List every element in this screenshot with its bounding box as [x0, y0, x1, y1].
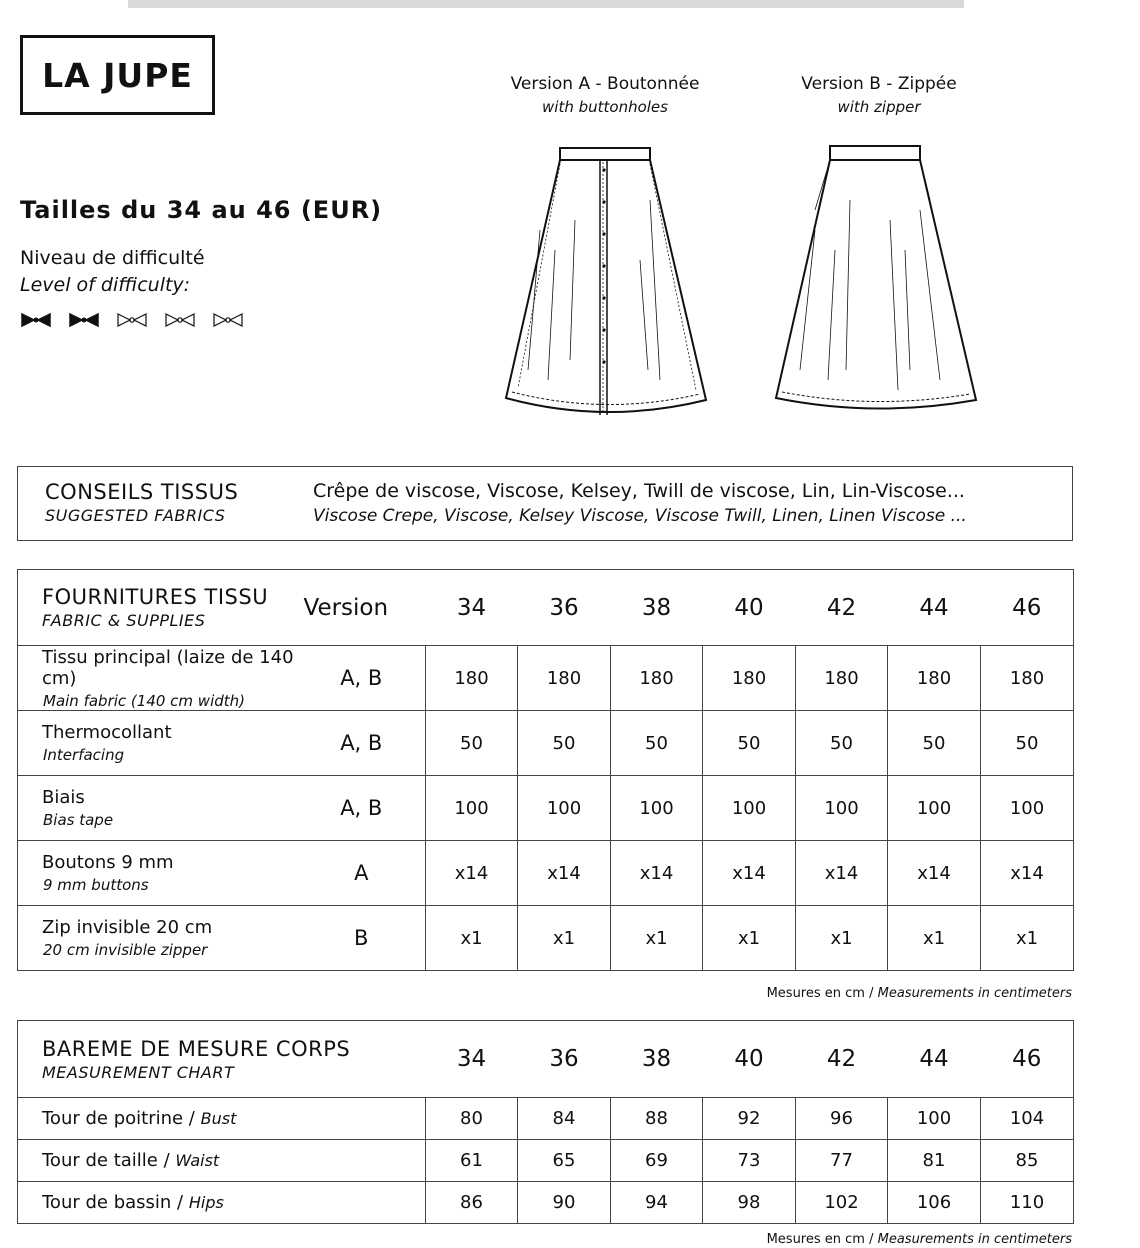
table-cell: 98 — [703, 1182, 796, 1224]
table-cell: 110 — [981, 1182, 1074, 1224]
fabrics-heading-en: SUGGESTED FABRICS — [45, 506, 226, 525]
measurement-units-note — [600, 1232, 1072, 1247]
table-cell: x14 — [518, 841, 611, 906]
row-label-fr: Boutons 9 mm — [42, 852, 174, 873]
table-cell: x1 — [518, 906, 611, 971]
table-cell: 100 — [611, 776, 703, 841]
measurement-heading-fr: BAREME DE MESURE CORPS — [42, 1036, 351, 1061]
units-note-fr: Mesures en cm / — [766, 986, 874, 1001]
row-label-en: Main fabric (140 cm width) — [43, 691, 245, 710]
row-label-fr: Thermocollant — [42, 722, 172, 743]
fabrics-heading — [45, 480, 238, 525]
table-cell: 80 — [426, 1098, 518, 1140]
size-header: 44 — [919, 1046, 949, 1072]
row-label-en: Bias tape — [43, 811, 114, 829]
table-cell: 77 — [796, 1140, 888, 1182]
supplies-units-note — [600, 986, 1072, 1001]
version-b-caption — [749, 74, 1009, 116]
row-label-fr: Tour de bassin / — [42, 1192, 184, 1213]
row-label — [18, 776, 298, 841]
table-cell: 100 — [888, 1098, 981, 1140]
table-cell: 61 — [426, 1140, 518, 1182]
table-cell: 50 — [611, 711, 703, 776]
table-cell: 104 — [981, 1098, 1074, 1140]
version-b-label: Version B - Zippée — [801, 74, 957, 94]
row-label-fr: Biais — [42, 787, 85, 808]
table-cell: x14 — [888, 841, 981, 906]
row-label-en: 9 mm buttons — [43, 876, 149, 894]
table-row — [18, 906, 1074, 971]
table-cell: 100 — [981, 776, 1074, 841]
fabrics-heading-fr: CONSEILS TISSUS — [45, 480, 239, 504]
row-label — [18, 1140, 426, 1182]
row-version: A, B — [298, 646, 426, 711]
table-cell: x1 — [981, 906, 1074, 971]
table-cell: 100 — [796, 776, 888, 841]
row-label-en: Interfacing — [43, 746, 125, 764]
table-cell: x14 — [611, 841, 703, 906]
table-row — [18, 776, 1074, 841]
row-version: A, B — [298, 711, 426, 776]
version-a-sublabel: with buttonholes — [542, 98, 668, 116]
skirt-version-a-illustration — [500, 140, 715, 425]
difficulty-label-fr: Niveau de difficulté — [20, 247, 205, 269]
row-label-fr: Tour de taille / — [42, 1150, 170, 1171]
bow-icon-outline — [164, 311, 196, 329]
fabrics-list — [313, 480, 967, 526]
table-row — [18, 711, 1074, 776]
table-cell: 100 — [703, 776, 796, 841]
row-label-en: Hips — [188, 1193, 224, 1212]
units-note-en: Measurements in centimeters — [877, 1232, 1072, 1247]
table-cell: 65 — [518, 1140, 611, 1182]
bow-icon-outline — [212, 311, 244, 329]
size-header: 40 — [734, 594, 764, 621]
table-cell: x14 — [981, 841, 1074, 906]
difficulty-label-en: Level of difficulty: — [20, 274, 191, 296]
fabrics-list-en: Viscose Crepe, Viscose, Kelsey Viscose, Viscose Twill, Linen, Linen Viscose ... — [313, 506, 967, 526]
table-row — [18, 1182, 1074, 1224]
top-photo-strip — [128, 0, 964, 8]
size-header: 42 — [826, 594, 857, 621]
row-label-fr: Tour de poitrine / — [42, 1108, 195, 1129]
table-row — [18, 1098, 1074, 1140]
bow-icon-filled — [68, 311, 100, 329]
table-cell: 180 — [611, 646, 703, 711]
table-cell: 50 — [981, 711, 1074, 776]
supplies-header-row — [18, 570, 1074, 646]
row-version: B — [298, 906, 426, 971]
table-cell: 100 — [426, 776, 518, 841]
size-header: 44 — [919, 594, 949, 621]
units-note-fr: Mesures en cm / — [766, 1232, 874, 1247]
row-label-fr: Zip invisible 20 cm — [42, 917, 213, 938]
row-label-en: Bust — [200, 1109, 237, 1128]
row-label-en: Waist — [175, 1151, 220, 1170]
size-header: 42 — [826, 1046, 857, 1072]
table-cell: 85 — [981, 1140, 1074, 1182]
measurement-table — [17, 1020, 1074, 1224]
table-cell: 180 — [426, 646, 518, 711]
table-cell: x1 — [703, 906, 796, 971]
table-cell: 102 — [796, 1182, 888, 1224]
table-cell: 180 — [888, 646, 981, 711]
table-cell: 81 — [888, 1140, 981, 1182]
table-row — [18, 841, 1074, 906]
row-label — [18, 646, 298, 711]
table-cell: 96 — [796, 1098, 888, 1140]
measurement-heading-cell — [18, 1021, 426, 1098]
fabrics-list-fr: Crêpe de viscose, Viscose, Kelsey, Twill de viscose, Lin, Lin-Viscose... — [313, 480, 965, 502]
size-header: 46 — [1012, 594, 1042, 621]
table-cell: 106 — [888, 1182, 981, 1224]
supplies-heading-cell — [18, 570, 298, 646]
size-header: 36 — [549, 1046, 579, 1072]
table-cell: x1 — [426, 906, 518, 971]
table-cell: 100 — [518, 776, 611, 841]
table-cell: 50 — [888, 711, 981, 776]
version-b-sublabel: with zipper — [837, 98, 921, 116]
table-cell: 90 — [518, 1182, 611, 1224]
table-cell: x1 — [796, 906, 888, 971]
table-cell: x1 — [888, 906, 981, 971]
row-label — [18, 906, 298, 971]
table-cell: 50 — [703, 711, 796, 776]
measurement-heading-en: MEASUREMENT CHART — [42, 1062, 235, 1082]
table-cell: 88 — [611, 1098, 703, 1140]
table-row — [18, 1140, 1074, 1182]
table-cell: 180 — [981, 646, 1074, 711]
row-label — [18, 1182, 426, 1224]
bow-icon-filled — [20, 311, 52, 329]
table-cell: 69 — [611, 1140, 703, 1182]
supplies-heading-fr: FOURNITURES TISSU — [42, 585, 269, 609]
table-cell: x14 — [703, 841, 796, 906]
table-cell: x1 — [611, 906, 703, 971]
table-cell: 84 — [518, 1098, 611, 1140]
fabrics-box — [17, 466, 1073, 541]
version-a-label: Version A - Boutonnée — [510, 74, 700, 94]
size-header: 38 — [641, 1046, 672, 1072]
units-note-en: Measurements in centimeters — [877, 986, 1072, 1001]
size-header: 40 — [734, 1046, 764, 1072]
version-a-caption — [475, 74, 735, 116]
row-label-fr: Tissu principal (laize de 140 cm) — [42, 646, 294, 689]
table-cell: 50 — [426, 711, 518, 776]
table-cell: 180 — [518, 646, 611, 711]
table-row — [18, 646, 1074, 711]
supplies-heading-en: FABRIC & SUPPLIES — [42, 611, 206, 630]
version-column-header: Version — [303, 594, 389, 621]
table-cell: 86 — [426, 1182, 518, 1224]
difficulty-rating — [20, 311, 244, 329]
skirt-version-b-illustration — [770, 140, 985, 425]
row-label — [18, 711, 298, 776]
size-header: 34 — [456, 1046, 487, 1072]
table-cell: 180 — [796, 646, 888, 711]
measurement-header-row — [18, 1021, 1074, 1098]
row-label — [18, 1098, 426, 1140]
size-header: 36 — [549, 594, 579, 621]
table-cell: 94 — [611, 1182, 703, 1224]
table-cell: 100 — [888, 776, 981, 841]
row-label — [18, 841, 298, 906]
table-cell: x14 — [426, 841, 518, 906]
table-cell: 73 — [703, 1140, 796, 1182]
size-range: Tailles du 34 au 46 (EUR) — [20, 196, 383, 224]
size-header: 34 — [456, 594, 487, 621]
supplies-table — [17, 569, 1074, 971]
row-version: A — [298, 841, 426, 906]
size-header: 38 — [641, 594, 672, 621]
table-cell: 50 — [796, 711, 888, 776]
row-version: A, B — [298, 776, 426, 841]
table-cell: x14 — [796, 841, 888, 906]
table-cell: 50 — [518, 711, 611, 776]
bow-icon-outline — [116, 311, 148, 329]
pattern-title: LA JUPE — [20, 35, 215, 115]
table-cell: 92 — [703, 1098, 796, 1140]
table-cell: 180 — [703, 646, 796, 711]
size-header: 46 — [1012, 1046, 1042, 1072]
row-label-en: 20 cm invisible zipper — [43, 941, 208, 959]
